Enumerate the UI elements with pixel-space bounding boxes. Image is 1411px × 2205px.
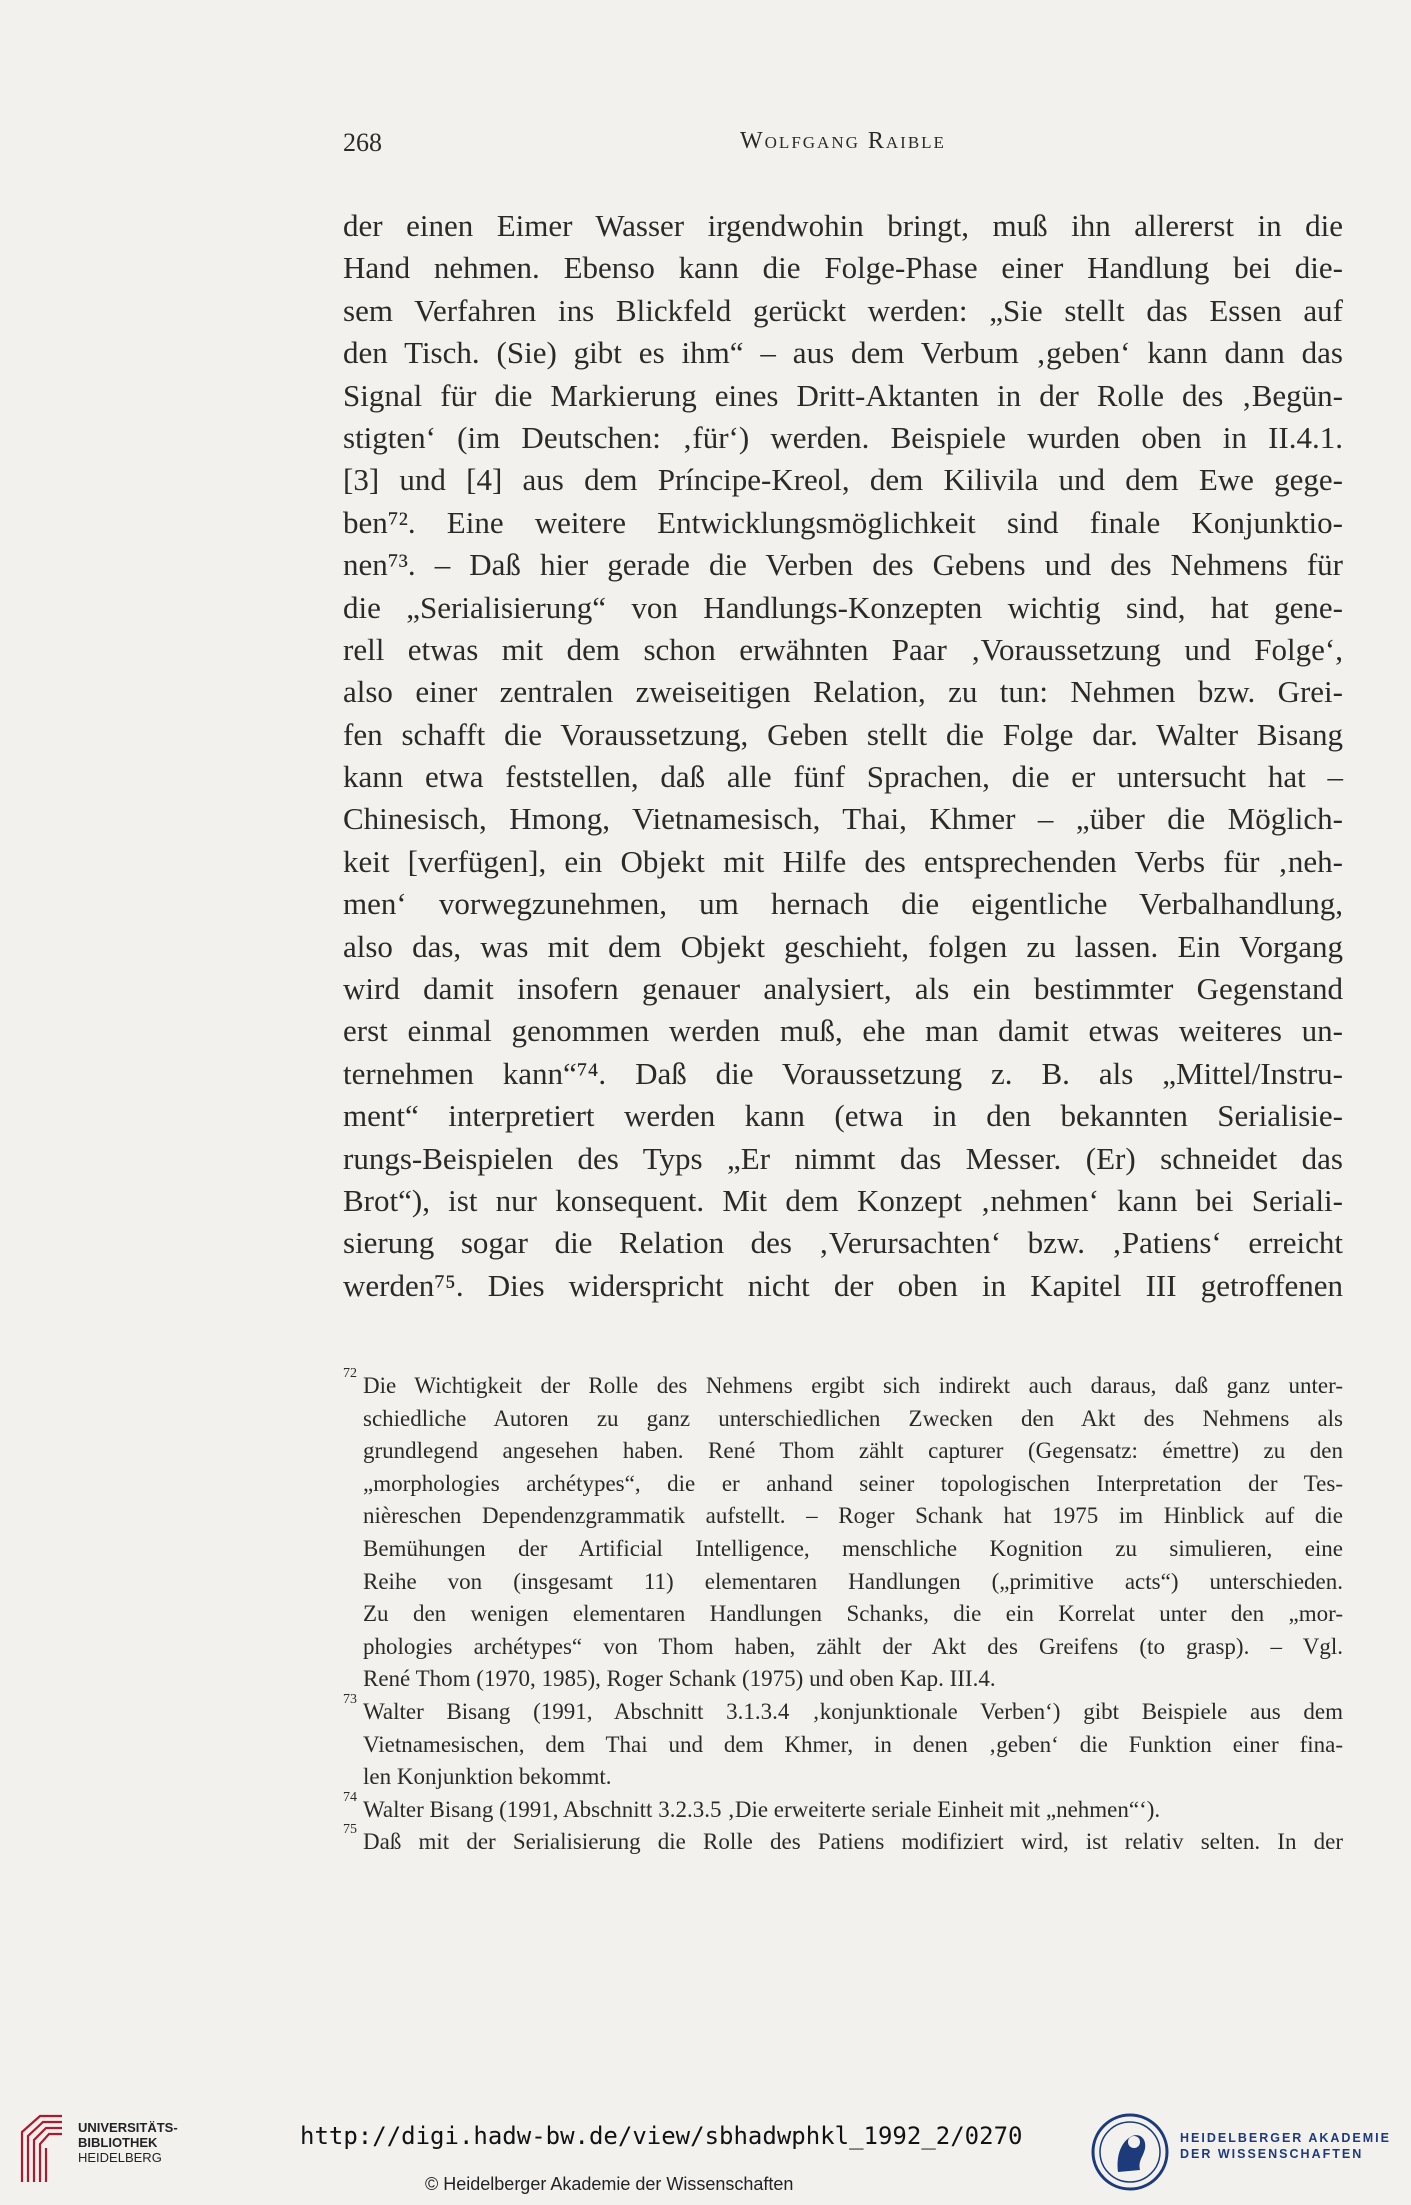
footnote-text: Die Wichtigkeit der Rolle des Nehmens ergibt sich indirekt auch daraus, daß ganz unter- [363,1373,1343,1398]
footnote-line [343,1631,1343,1664]
footnote-line [343,1366,1343,1403]
body-text-line: ternehmen kann“⁷⁴. Daß die Voraussetzung z. B. als „Mittel/Instru- [343,1055,1343,1091]
ub-heidelberg-logo-icon [18,2112,68,2184]
footnote-74 [343,1789,1343,1827]
footnote-text: grundlegend angesehen haben. René Thom zählt capturer (Gegensatz: émettre) zu den [363,1438,1343,1464]
body-text-line: der einen Eimer Wasser irgendwohin bringt, muß ihn allererst in die [343,208,1343,243]
footnote-72 [343,1366,1343,1696]
footnote-text: Zu den wenigen elementaren Handlungen Schanks, die ein Korrelat unter den „mor- [363,1601,1343,1627]
body-text-line: nen⁷³. – Daß hier gerade die Verben des Gebens und des Nehmens für [343,547,1343,583]
academy-name [1180,2130,1391,2162]
academy-name-line1: HEIDELBERGER AKADEMIE [1180,2131,1391,2145]
footnote-text: „morphologies archétypes“, die er anhand seiner topologischen Interpretation der Tes- [363,1470,1343,1496]
footnote-text: schiedliche Autoren zu ganz unterschiedlichen Zwecken den Akt des Nehmens als [363,1405,1343,1431]
body-text-line: fen schafft die Voraussetzung, Geben stellt die Folge dar. Walter Bisang [343,716,1343,752]
footnote-text: Vietnamesischen, dem Thai und dem Khmer, in denen ‚geben‘ die Funktion einer fina- [363,1731,1343,1757]
body-text-line: stigten‘ (im Deutschen: ‚für‘) werden. Beispiele wurden oben in II.4.1. [343,419,1343,455]
body-text-line: Hand nehmen. Ebenso kann die Folge-Phase einer Handlung bei die- [343,250,1343,286]
body-text-line: den Tisch. (Sie) gibt es ihm“ – aus dem Verbum ‚geben‘ kann dann das [343,335,1343,371]
footnote-line [343,1566,1343,1599]
body-text-line: Brot“), ist nur konsequent. Mit dem Konzept ‚nehmen‘ kann bei Seriali- [343,1182,1343,1218]
body-text-line: rungs-Beispielen des Typs „Er nimmt das Messer. (Er) schneidet das [343,1140,1343,1176]
body-text-line: rell etwas mit dem schon erwähnten Paar ‚Voraussetzung und Folge‘, [343,631,1343,667]
footnotes [343,1366,1343,1859]
library-name-line3: HEIDELBERG [78,2150,162,2165]
footnote-text: Reihe von (insgesamt 11) elementaren Handlungen („primitive acts“) unterschieden. [363,1568,1343,1594]
running-title: Wolfgang Raible [740,128,946,154]
body-text-line: erst einmal genommen werden muß, ehe man damit etwas weiteres un- [343,1013,1343,1049]
main-text [343,205,1343,1307]
body-text-line: kann etwa feststellen, daß alle fünf Sprachen, die er untersucht hat – [343,759,1343,795]
footnote-line [343,1403,1343,1436]
footnote-line [343,1822,1343,1859]
footnote-number: 74 [343,1789,357,1805]
body-text-line: Chinesisch, Hmong, Vietnamesisch, Thai, Khmer – „über die Möglich- [343,801,1343,837]
footnote-text: René Thom (1970, 1985), Roger Schank (1975) und oben Kap. III.4. [363,1666,996,1692]
footnote-text: len Konjunktion bekommt. [363,1764,612,1790]
footnote-line [343,1468,1343,1501]
body-text-line: ben⁷². Eine weitere Entwicklungsmöglichkeit sind finale Konjunktio- [343,504,1343,540]
library-name-line1: UNIVERSITÄTS- [78,2120,178,2135]
body-text-line: keit [verfügen], ein Objekt mit Hilfe des entsprechenden Verbs für ‚neh- [343,843,1343,879]
running-head [343,128,1343,168]
academy-name-line2: DER WISSENSCHAFTEN [1180,2147,1364,2161]
body-text-line: Signal für die Markierung eines Dritt-Aktanten in der Rolle des ‚Begün- [343,377,1343,413]
body-text-line: werden⁷⁵. Dies widerspricht nicht der oben in Kapitel III getroffenen [343,1267,1343,1303]
footnote-text: Walter Bisang (1991, Abschnitt 3.2.3.5 ‚Die erweiterte seriale Einheit mit „nehmen“‘). [363,1796,1161,1822]
footnote-number: 73 [343,1691,357,1707]
footnote-line [343,1691,1343,1729]
footnote-75 [343,1822,1343,1859]
copyright-notice: © Heidelberger Akademie der Wissenschaften [425,2174,794,2194]
page-number: 268 [343,128,382,157]
body-text-line: ment“ interpretiert werden kann (etwa in den bekannten Serialisie- [343,1098,1343,1134]
body-text-line: also einer zentralen zweiseitigen Relation, zu tun: Nehmen bzw. Grei- [343,674,1343,710]
footnote-73 [343,1691,1343,1794]
footnote-number: 75 [343,1822,357,1838]
footnote-line [343,1598,1343,1631]
body-text-line: sem Verfahren ins Blickfeld gerückt werden: „Sie stellt das Essen auf [343,292,1343,328]
footnote-line [343,1729,1343,1762]
footnote-text: Daß mit der Serialisierung die Rolle des Patiens modifiziert wird, ist relativ selten. In der [363,1829,1343,1855]
footnote-text: Walter Bisang (1991, Abschnitt 3.1.3.4 ‚konjunktionale Verben‘) gibt Beispiele aus dem [363,1698,1343,1724]
footnote-text: Bemühungen der Artificial Intelligence, menschliche Kognition zu simulieren, eine [363,1535,1343,1561]
permalink-url[interactable]: http://digi.hadw-bw.de/view/sbhadwphkl_1992_2/0270 [300,2122,1023,2150]
footnote-text: phologies archétypes“ von Thom haben, zählt der Akt des Greifens (to grasp). – Vgl. [363,1633,1343,1659]
body-text-line: wird damit insofern genauer analysiert, als ein bestimmter Gegenstand [343,971,1343,1007]
footnote-line [343,1533,1343,1566]
footnote-line [343,1789,1343,1827]
footnote-line [343,1500,1343,1533]
footnote-line [343,1435,1343,1468]
footnote-text: nièreschen Dependenzgrammatik aufstellt. – Roger Schank hat 1975 im Hinblick auf die [363,1503,1343,1529]
library-name [78,2120,178,2165]
footer-bar [0,2100,1411,2205]
footnote-number: 72 [343,1366,357,1381]
library-name-line2: BIBLIOTHEK [78,2135,158,2150]
footnote-line [343,1663,1343,1696]
body-text-line: also das, was mit dem Objekt geschieht, folgen zu lassen. Ein Vorgang [343,928,1343,964]
academy-seal-icon [1090,2112,1170,2192]
footnote-line [343,1761,1343,1794]
body-text-line: sierung sogar die Relation des ‚Verursachten‘ bzw. ‚Patiens‘ erreicht [343,1225,1343,1261]
body-text-line: men‘ vorwegzunehmen, um hernach die eigentliche Verbalhandlung, [343,886,1343,922]
body-text-line: [3] und [4] aus dem Príncipe-Kreol, dem Kilivila und dem Ewe gege- [343,462,1343,498]
body-text-line: die „Serialisierung“ von Handlungs-Konzepten wichtig sind, hat gene- [343,589,1343,625]
